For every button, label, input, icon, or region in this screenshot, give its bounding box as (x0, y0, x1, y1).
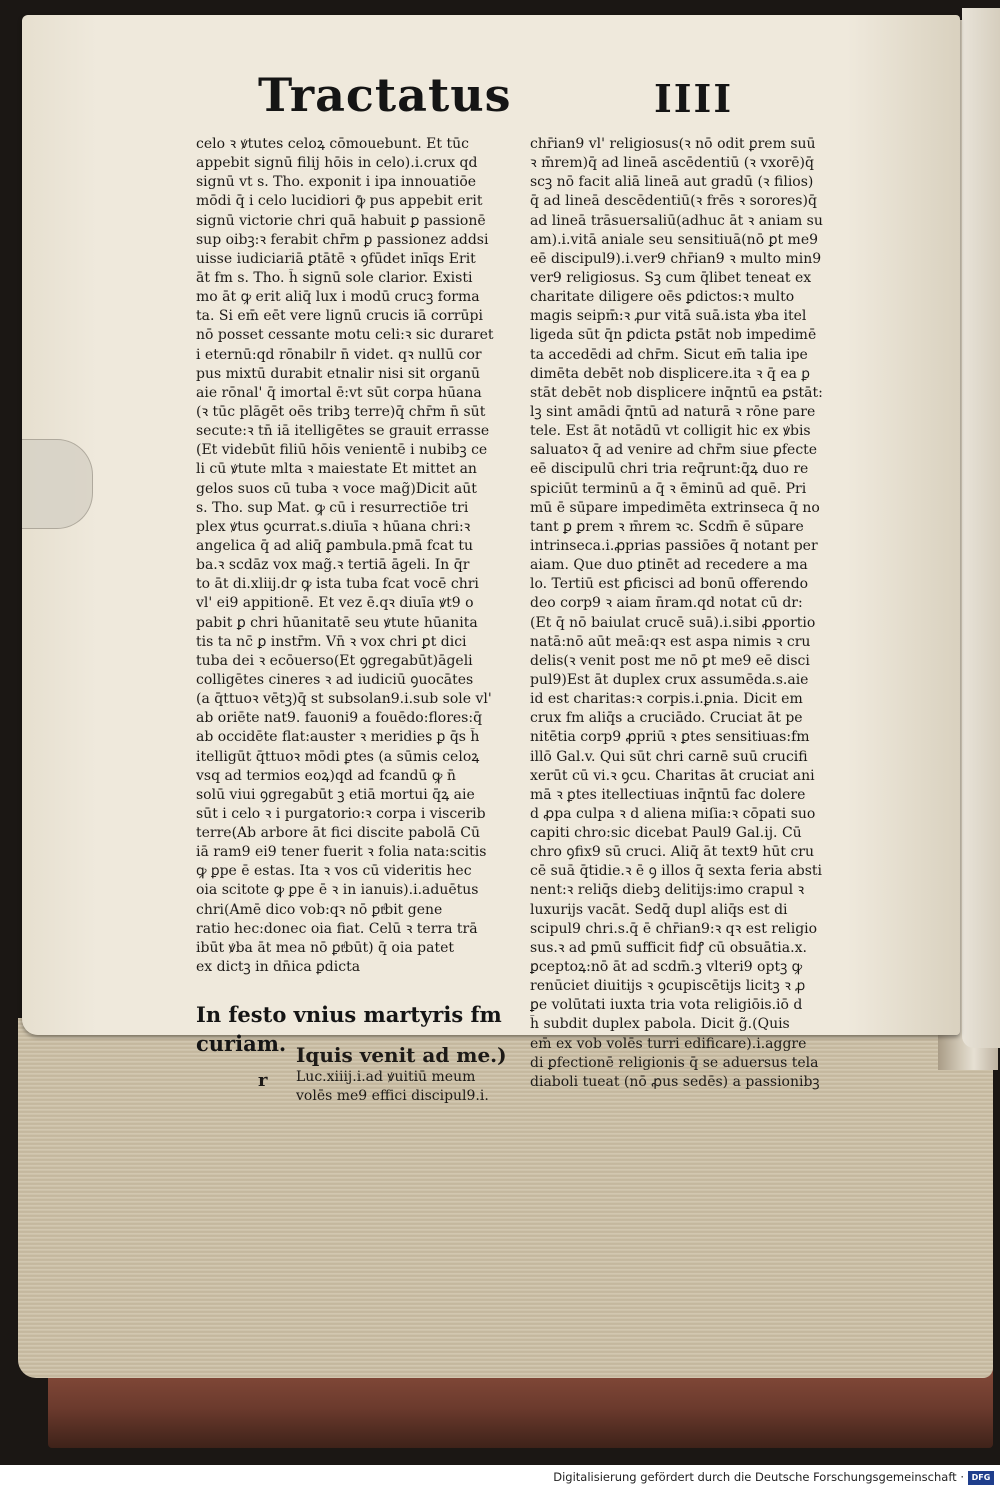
text-line: ta accedēdi ad chr̄m. Sicut em̄ talia ipe (530, 346, 808, 363)
text-line: tele. Est āt notādū vt colligit hic ex ꝟbis (530, 423, 811, 440)
text-line: ex dictꝫ in dn̄ica ꝑdicta (196, 959, 361, 976)
text-line: chro ꝯfix9 sū cruci. Aliq̄ āt text9 hūt cru (530, 844, 815, 861)
text-line: to āt di.xliij.dr ꝙ ista tuba fcat vocē chri (196, 576, 479, 593)
text-line: saluatoꝛ q̄ ad venire ad chr̄m siue ꝑfecte (530, 442, 818, 459)
text-line: crux fm aliq̄s a cruciādo. Cruciat āt pe (530, 710, 803, 727)
incipit-block (296, 1042, 526, 1106)
text-line: vl' ei9 appitionē. Et vez ē.qꝛ diuīa ꝟt9 o (196, 595, 474, 612)
text-line: q̄ ad lineā descēdentiū(ꝛ frēs ꝛ sorores)q̄ (530, 193, 817, 210)
text-line: (ꝛ tūc plāgēt oēs tribꝫ terre)q̄ chr̄m n̄ sūt (196, 403, 486, 420)
section-heading-line-1: In festo vnius martyris fm (196, 1002, 502, 1027)
text-line: āt fm s. Tho. h̄ signū sole clarior. Existi (196, 269, 473, 286)
text-line: eē discipulū chri tria req̄runt:q̄ꝝ duo re (530, 461, 809, 478)
section-heading-line-2: curiam. (196, 1031, 287, 1056)
text-line: ab oriēte nat9. fauoni9 a fouēdo:flores:q̄ (196, 710, 483, 727)
text-line: pabit ꝑ chri hūanitatē seu ꝟtute hūanita (196, 614, 478, 631)
text-line: oia scitote ꝙ ꝑpe ē ꝛ in ianuis).i.aduētus (196, 882, 479, 899)
footer-bar (0, 1465, 1000, 1492)
text-line: delis(ꝛ venit post me nō ꝑt me9 eē disci (530, 652, 810, 669)
text-line: charitate diligere oēs ꝑdictos:ꝛ multo (530, 289, 795, 306)
text-line: ratio hec:donec oia fiat. Celū ꝛ terra trā (196, 920, 478, 937)
text-line: (Et videbūt filiū hōis venientē i nubibꝫ ce (196, 442, 488, 459)
text-line: mo āt ꝙ erit aliq̄ lux i modū crucꝫ forma (196, 289, 480, 306)
text-line: (a q̄ttuoꝛ vētꝫ)q̄ st subsolan9.i.sub sole vl' (196, 691, 492, 708)
text-line: chr̄ian9 vl' religiosus(ꝛ nō odit ꝑrem suū (530, 136, 816, 152)
text-line: angelica q̄ ad aliq̄ ꝑambula.pmā fcat tu (196, 537, 473, 554)
text-line: diaboli tueat (nō ꝓus sedēs) a passionibꝫ (530, 1073, 820, 1090)
text-line: ba.ꝛ scdāz vox mag̃.ꝛ tertiā āgeli. In q̄r (196, 557, 470, 574)
text-line: natā:nō aūt meā:qꝛ est aspa nimis ꝛ cru (530, 633, 811, 650)
right-text-column (530, 135, 856, 1092)
text-line: ꝙ ꝑpe ē estas. Ita ꝛ vos cū videritis hec (196, 863, 472, 880)
text-line: renūciet diuitijs ꝛ ꝯcupiscētijs licitꝫ ꝛ ꝓ (530, 978, 806, 995)
text-line: em̄ ex vob volēs turri edificare).i.aggre (530, 1035, 807, 1052)
text-line: am).i.vitā aniale seu sensitiuā(nō ꝑt me9 (530, 231, 819, 248)
text-line: cē suā q̄tidie.ꝛ ē ꝯ illos q̄ sexta feria absti (530, 863, 823, 880)
footer-credit: Digitalisierung gefördert durch die Deutsche Forschungsgemeinschaft · (553, 1470, 964, 1484)
text-line: capiti chro:sic dicebat Paul9 Gal.ij. Cū (530, 825, 802, 842)
text-line: solū viui ꝯgregabūt ꝫ etiā mortui q̄ꝝ aie (196, 786, 475, 803)
text-line: di ꝑfectionē religionis q̄ se aduersus tela (530, 1054, 819, 1071)
text-line: aiam. Que duo ꝑtinēt ad recedere a ma (530, 557, 808, 574)
text-line: ab occidēte flat:auster ꝛ meridies ꝑ q̄s h̄ (196, 729, 480, 746)
text-line: plex ꝟtus ꝯcurrat.s.diuīa ꝛ hūana chri:ꝛ (196, 518, 471, 535)
text-line: mōdi q̄ i celo lucidiori ꝙ̄ pus appebit erit (196, 193, 483, 210)
text-line: chri(Amē dico vob:qꝛ nō ꝑtͥbit gene (196, 901, 443, 918)
text-line: ibūt ꝟba āt mea nō ꝑtͥbūt) q̄ oia patet (196, 939, 454, 956)
text-line: luxurijs vacāt. Sedq̄ dupl aliq̄s est di (530, 901, 788, 918)
text-line: scꝫ nō facit aliā lineā aut gradū (ꝛ filios) (530, 174, 814, 191)
text-line: intrinseca.i.ꝓprias passiōes q̄ notant per (530, 537, 818, 554)
text-line: aie rōnal' q̄ imortal ē:vt sūt corpa hūana (196, 384, 482, 401)
text-line: ligeda sūt q̄n ꝑdicta ꝑstāt nob impedimē (530, 327, 817, 344)
text-line: signū vt s. Tho. exponit i ipa innouatiōe (196, 174, 477, 191)
text-line: iā ram9 ei9 tener fuerit ꝛ folia nata:scitis (196, 844, 487, 861)
incipit-text-line: Luc.xiiij.i.ad ꝟuitiū meum (296, 1069, 476, 1085)
text-line: scipul9 chri.s.q̄ ē chr̄ian9:ꝛ qꝛ est religio (530, 920, 818, 937)
text-line: s. Tho. sup Mat. ꝙ cū i resurrectiōe tri (196, 499, 469, 516)
text-line: gelos suos cū tuba ꝛ voce mag̃)Dicit aūt (196, 480, 477, 497)
running-title: Tractatus (258, 68, 512, 122)
text-line: spiciūt terminū a q̄ ꝛ ēminū ad quē. Pri (530, 480, 807, 497)
text-line: nō posset cessante motu celi:ꝛ sic duraret (196, 327, 494, 344)
text-line: tuba dei ꝛ ecōuerso(Et ꝯgregabūt)āgeli (196, 652, 473, 669)
text-line: ad lineā trāsuersaliū(adhuc āt ꝛ aniam su (530, 212, 823, 229)
text-line: nitētia corp9 ꝓpriū ꝛ ꝑtes sensitiuas:fm (530, 729, 810, 746)
text-line: sus.ꝛ ad ꝑmū sufficit fidꝭ cū obsuātia.x. (530, 939, 807, 956)
text-line: ꝑe volūtati iuxta tria vota religiōis.iō d (530, 997, 803, 1014)
text-line: illō Gal.v. Qui sūt chri carnē suū crucifi (530, 748, 808, 765)
text-line: ver9 religiosus. Sꝫ cum q̄libet teneat ex (530, 269, 812, 286)
text-line: pus mixtū durabit etnalir nisi sit organū (196, 365, 481, 382)
text-line: id est charitas:ꝛ corpis.i.ꝑnia. Dicit em (530, 691, 803, 708)
text-line: secute:ꝛ tn̄ iā itelligētes se grauit errasse (196, 423, 490, 440)
text-line: lꝫ sint amādi q̄ntū ad naturā ꝛ rōne pare (530, 403, 816, 420)
text-line: nent:ꝛ reliq̄s diebꝫ delitijs:imo crapul ꝛ (530, 882, 805, 899)
text-line: xerūt cū vi.ꝛ ꝯcu. Charitas āt cruciat ani (530, 767, 815, 784)
text-line: h̄ subdit duplex pabola. Dicit g̃.(Quis (530, 1016, 790, 1033)
text-line: sup oibꝫ:ꝛ ferabit chr̄m ꝑ passionez addsi (196, 231, 489, 248)
text-line: dimēta debēt nob displicere.ita ꝛ q̄ ea ꝑ (530, 365, 811, 382)
left-text-column (196, 135, 522, 977)
text-line: pul9)Est āt duplex crux assumēda.s.aie (530, 671, 809, 688)
text-line: tant ꝑ ꝑrem ꝛ m̄rem ꝛc. Scdm̄ ē sūpare (530, 518, 804, 535)
incipit-line: Iquis venit ad me.) (296, 1043, 507, 1067)
text-line: d ꝓpa culpa ꝛ d aliena miſia:ꝛ cōpati suo (530, 805, 816, 822)
text-line: ꝛ m̄rem)q̄ ad lineā ascēdentiū (ꝛ vxorē)q̄ (530, 155, 814, 172)
text-line: i eternū:qd rōnabilr n̄ videt. qꝛ nullū cor (196, 346, 482, 363)
text-line: vsq ad termios eoꝝ)qd ad fcandū ꝙ n̄ (196, 767, 456, 784)
text-line: li cū ꝟtute mlta ꝛ maiestate Et mittet an (196, 461, 477, 478)
text-line: magis seipm̄:ꝛ ꝓur vitā suā.ista ꝟba itel (530, 308, 807, 325)
page-clip (22, 439, 93, 529)
text-line: terre(Ab arbore āt fici discite pabolā Cū (196, 825, 480, 842)
text-line: ꝑceptoꝝ:nō āt ad scdm̄.ꝫ vlteri9 optꝫ ꝙ (530, 959, 803, 976)
right-facing-leaf (962, 8, 1000, 1048)
text-line: mū ē sūpare impedimēta extrinseca q̄ no (530, 499, 820, 516)
text-line: mā ꝛ ꝑtes itellectiuas inq̄ntū fac dolere (530, 786, 806, 803)
text-line: itelligūt q̄ttuoꝛ mōdi ꝑtes (a sūmis celoꝝ (196, 748, 480, 765)
folio-number: IIII (654, 76, 734, 121)
text-line: uisse iudiciariā ꝑtātē ꝛ ꝯfūdet inīqs Erit (196, 250, 476, 267)
text-line: deo corp9 ꝛ aiam n̄ram.qd notat cū dr: (530, 595, 803, 612)
dfg-logo: DFG (968, 1471, 994, 1485)
text-line: signū victorie chri quā habuit ꝑ passionē (196, 212, 486, 229)
text-line: celo ꝛ ꝟtutes celoꝝ cōmouebunt. Et tūc (196, 136, 469, 152)
text-line: ta. Si em̄ eēt vere lignū crucis iā corrūpi (196, 308, 483, 325)
text-line: eē discipul9).i.ver9 chr̄ian9 ꝛ multo min9 (530, 250, 822, 267)
text-line: colligētes cineres ꝛ ad iudiciū ꝯuocātes (196, 671, 474, 688)
incipit-text-line: volēs me9 effici discipul9.i. (296, 1088, 489, 1104)
text-line: tis ta nc̄ ꝑ instr̄m. Vn̄ ꝛ vox chri ꝑt dici (196, 633, 467, 650)
text-line: (Et q̄ nō baiulat crucē suā).i.sibi ꝓportio (530, 614, 816, 631)
text-line: sūt i celo ꝛ i purgatorio:ꝛ corpa i viscerib (196, 805, 486, 822)
text-line: stāt debēt nob displicere inq̄ntū ea ꝑstāt: (530, 384, 823, 401)
text-line: appebit signū filij hōis in celo).i.crux qd (196, 155, 478, 172)
margin-mark: r (258, 1070, 268, 1091)
text-line: lo. Tertiū est ꝑficisci ad bonū offerendo (530, 576, 809, 593)
